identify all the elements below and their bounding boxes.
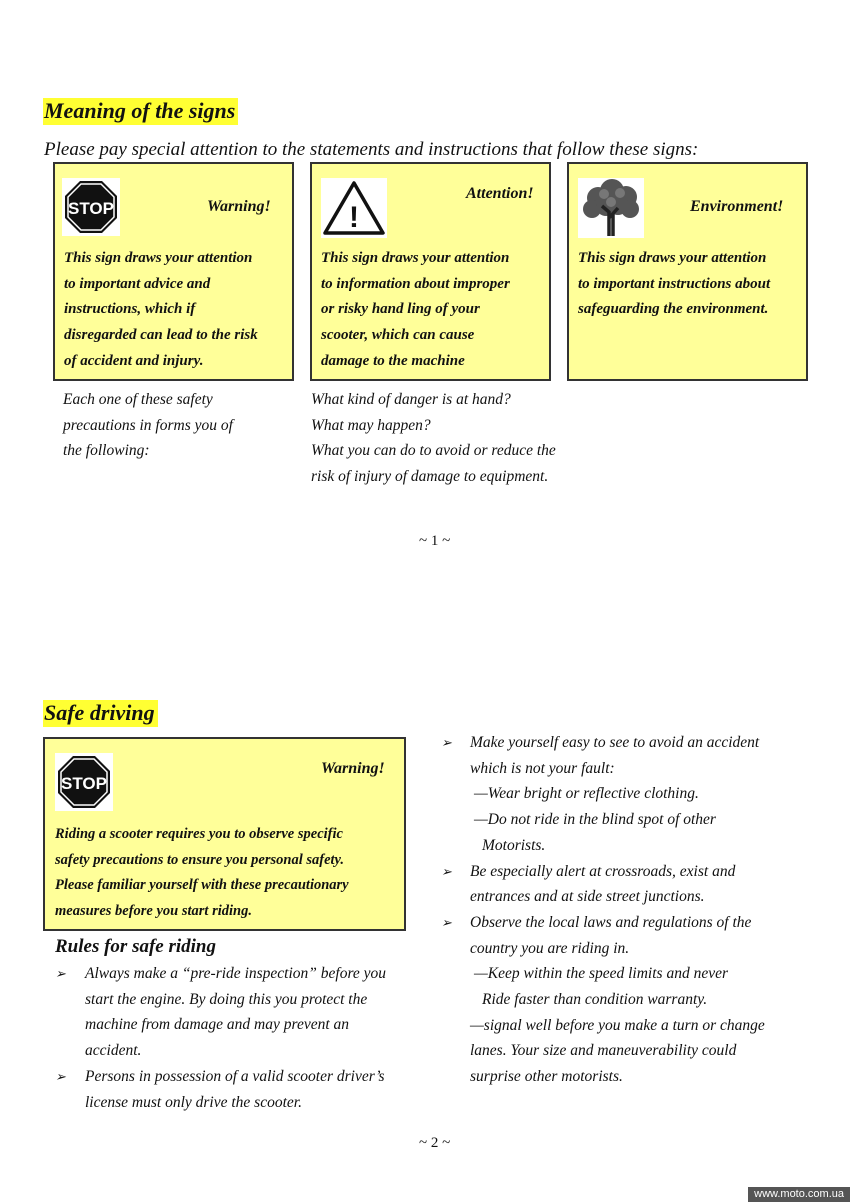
page1-heading: Meaning of the signs (43, 98, 238, 125)
text-line: What you can do to avoid or reduce the (311, 442, 556, 460)
text-line: Be especially alert at crossroads, exist and (470, 862, 736, 880)
questions-text (311, 387, 556, 490)
warning-box (53, 162, 294, 381)
box-line: safeguarding the environment. (578, 301, 769, 318)
text-line: start the engine. By doing this you protect the (85, 990, 368, 1008)
page2-heading: Safe driving (43, 700, 158, 727)
site-watermark: www.moto.com.ua (748, 1187, 850, 1202)
list-item (441, 730, 765, 859)
box-line: measures before you start riding. (55, 903, 252, 920)
list-item (441, 859, 765, 910)
text-line: Make yourself easy to see to avoid an accident (470, 734, 760, 751)
arrow-bullet-icon: ➢ (55, 1068, 66, 1084)
text-line: country you are riding in. (470, 939, 630, 957)
text-line: —Keep within the speed limits and never (474, 965, 728, 983)
text-line: —signal well before you make a turn or change (470, 1016, 765, 1034)
attention-label: Attention! (466, 185, 534, 202)
precautions-text (63, 387, 233, 464)
box-line: scooter, which can cause (321, 327, 475, 344)
box-line: This sign draws your attention (578, 250, 767, 266)
box-line: disregarded can lead to the risk (64, 327, 258, 344)
list-item (55, 961, 387, 1064)
box-line: damage to the machine (321, 352, 465, 369)
exclamation-text: ! (349, 201, 359, 234)
text-line: precautions in forms you of (63, 416, 233, 434)
stop-sign-text: STOP (68, 199, 114, 218)
text-line: accident. (85, 1042, 142, 1060)
box-line: instructions, which if (64, 301, 196, 318)
attention-box (310, 162, 551, 381)
box-line: This sign draws your attention (321, 250, 510, 266)
arrow-bullet-icon: ➢ (55, 966, 66, 981)
list-item (441, 910, 765, 1090)
text-line: Motorists. (482, 836, 546, 854)
box-line: or risky hand ling of your (321, 301, 480, 318)
text-line: risk of injury of damage to equipment. (311, 468, 549, 486)
page-number-2: ~ 2 ~ (419, 1135, 451, 1151)
text-line: Ride faster than condition warranty. (482, 991, 708, 1009)
warning-triangle-icon (321, 178, 387, 238)
stop-sign-icon (62, 178, 120, 236)
safe-driving-warning-box (43, 737, 406, 931)
text-line: —Do not ride in the blind spot of other (474, 811, 716, 829)
text-line: lanes. Your size and maneuverability could (470, 1042, 737, 1060)
warning-label: Warning! (207, 198, 271, 215)
text-line: surprise other motorists. (470, 1068, 623, 1086)
list-item (55, 1064, 386, 1115)
text-line: —Wear bright or reflective clothing. (474, 785, 699, 803)
page1-intro: Please pay special attention to the statements and instructions that follow these signs: (44, 139, 699, 160)
text-line: Always make a “pre-ride inspection” before you (85, 965, 387, 982)
text-line: license must only drive the scooter. (85, 1093, 302, 1111)
box-line: Please familiar yourself with these precautionary (55, 877, 349, 894)
left-bullet-list (55, 961, 387, 1115)
text-line: Observe the local laws and regulations of the (470, 913, 752, 931)
text-line: entrances and at side street junctions. (470, 888, 705, 906)
text-line: Persons in possession of a valid scooter driver’s (85, 1067, 385, 1085)
text-line: What kind of danger is at hand? (311, 391, 511, 408)
warning-label: Warning! (321, 760, 385, 777)
environment-box (567, 162, 808, 381)
text-line: What may happen? (311, 416, 431, 434)
box-line: to important advice and (64, 275, 211, 292)
rules-heading: Rules for safe riding (55, 936, 216, 957)
tree-icon (578, 178, 644, 238)
text-line: Each one of these safety (63, 391, 213, 408)
arrow-bullet-icon: ➢ (441, 863, 452, 879)
box-line: This sign draws your attention (64, 250, 253, 266)
page-number-1: ~ 1 ~ (419, 533, 451, 549)
right-bullet-list (441, 730, 765, 1090)
stop-sign-icon (55, 753, 113, 811)
environment-label: Environment! (690, 198, 784, 215)
box-line: safety precautions to ensure you personal safety. (55, 851, 345, 868)
text-line: which is not your fault: (470, 759, 615, 777)
text-line: machine from damage and may prevent an (85, 1016, 350, 1034)
box-line: of accident and injury. (64, 352, 204, 369)
box-line: Riding a scooter requires you to observe specific (55, 826, 343, 842)
text-line: the following: (63, 442, 150, 460)
box-line: to important instructions about (578, 275, 771, 292)
box-line: to information about improper (321, 275, 510, 292)
arrow-bullet-icon: ➢ (441, 914, 452, 930)
stop-sign-text: STOP (61, 774, 107, 793)
arrow-bullet-icon: ➢ (441, 735, 452, 750)
